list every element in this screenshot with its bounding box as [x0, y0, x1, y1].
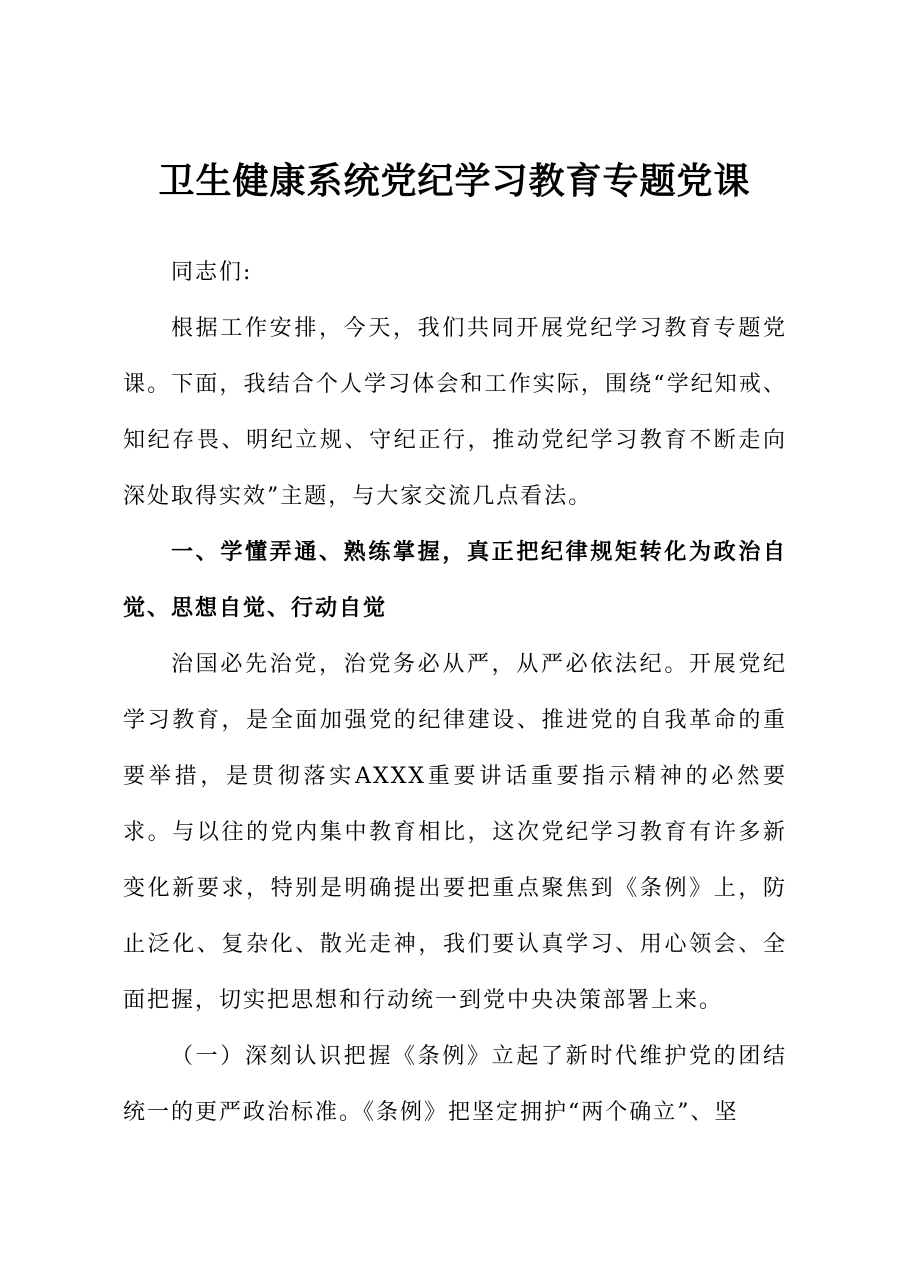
section-1-paragraph: 治国必先治党，治党务必从严，从严必依法纪。开展党纪学习教育，是全面加强党的纪律建设、推进党的自我革命的重要举措，是贯彻落实AXXX重要讲话重要指示精神的必然要求。与以往的党内集中教育相比，这次党纪学习教育有许多新变化新要求，特别是明确提出要把重点聚焦到《条例》上，防止泛化、复杂化、散光走神，我们要认真学习、用心领会、全面把握，切实把思想和行动统一到党中央决策部署上来。 [123, 652, 787, 1013]
intro-paragraph: 根据工作安排，今天，我们共同开展党纪学习教育专题党课。下面，我结合个人学习体会和工作实际，围绕“学纪知戒、知纪存畏、明纪立规、守纪正行，推动党纪学习教育不断走向深处取得实效”主题，与大家交流几点看法。 [123, 316, 787, 509]
document-title: 卫生健康系统党纪学习教育专题党课 [158, 160, 751, 202]
section-heading-1: 一、学懂弄通、熟练掌握，真正把纪律规矩转化为政治自觉、思想自觉、行动自觉 [123, 540, 787, 621]
document-body [123, 245, 787, 1141]
subsection-1-paragraph: （一）深刻认识把握《条例》立起了新时代维护党的团结统一的更严政治标准。《条例》把坚定拥护“两个确立”、坚 [123, 1044, 787, 1125]
greeting: 同志们: [171, 260, 253, 285]
